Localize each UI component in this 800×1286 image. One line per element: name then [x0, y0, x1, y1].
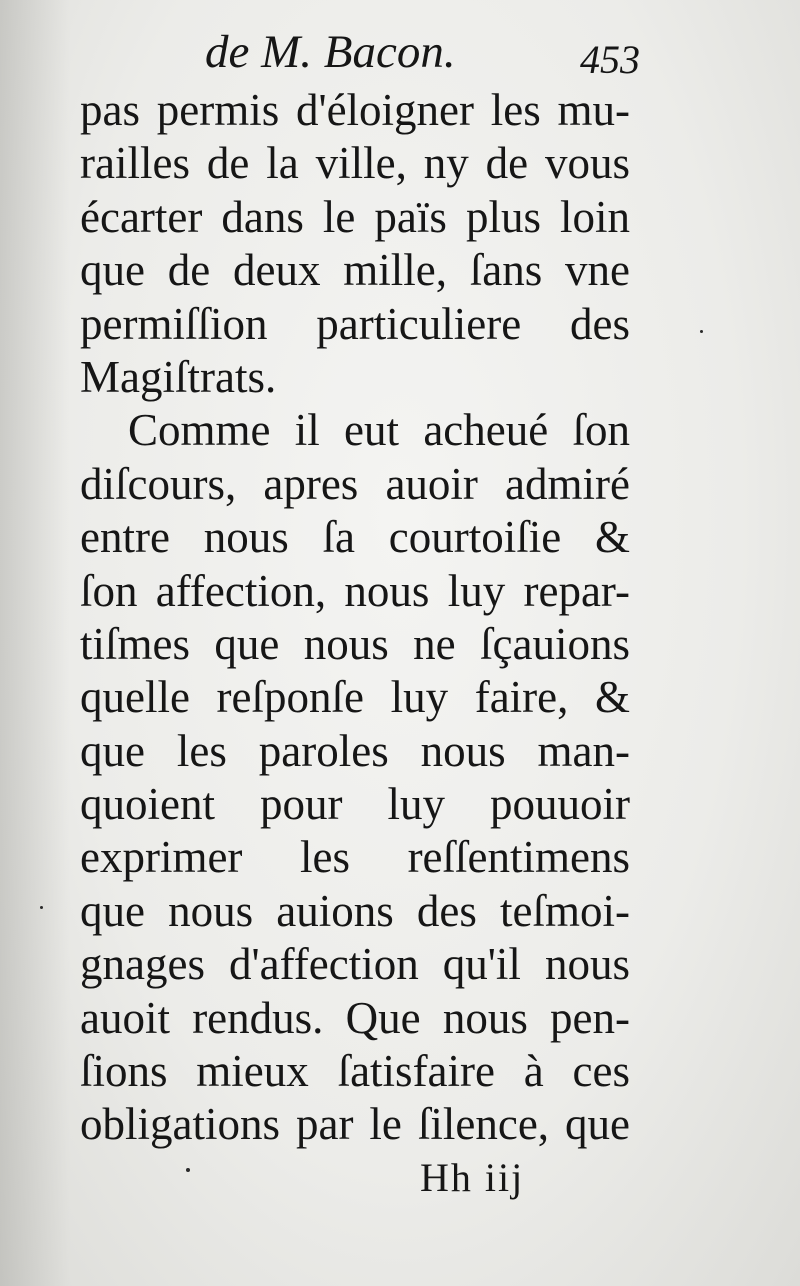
ink-spot — [186, 1168, 190, 1172]
text-line: gnages d'affection qu'il nous — [80, 939, 630, 990]
ink-spot — [40, 906, 43, 909]
text-line: que les paroles nous man- — [80, 725, 630, 776]
text-line: quelle reſponſe luy faire, & — [80, 672, 630, 723]
text-line: que nous auions des teſmoi- — [80, 885, 630, 936]
text-line: railles de la ville, ny de vous — [80, 138, 630, 189]
ink-spot — [700, 330, 703, 333]
running-head: de M. Bacon. — [205, 26, 456, 78]
text-line: exprimer les reſſentimens — [80, 832, 630, 883]
text-line: obligations par le ſilence, que — [80, 1099, 630, 1150]
text-line: écarter dans le païs plus loin — [80, 191, 630, 242]
text-line: Magiſtrats. — [80, 351, 277, 402]
text-line: tiſmes que nous ne ſçauions — [80, 618, 630, 669]
signature-mark: Hh iij — [420, 1155, 525, 1200]
text-line: pas permis d'éloigner les mu- — [80, 85, 630, 135]
text-line: entre nous ſa courtoiſie & — [80, 512, 630, 563]
page-number: 453 — [580, 37, 640, 82]
text-line: ſon affection, nous luy repar- — [80, 565, 630, 616]
text-line: diſcours, apres auoir admiré — [80, 458, 630, 509]
body-text — [80, 84, 630, 1152]
text-line: permiſſion particuliere des — [80, 298, 630, 349]
text-line: que de deux mille, ſans vne — [80, 245, 630, 296]
paragraph-first-line: Comme il eut acheué ſon — [128, 405, 630, 456]
page-header — [80, 22, 640, 82]
text-line: auoit rendus. Que nous pen- — [80, 992, 630, 1043]
text-line: quoient pour luy pouuoir — [80, 779, 630, 830]
page-edge-shadow — [0, 0, 70, 1286]
text-line: ſions mieux ſatisfaire à ces — [80, 1046, 630, 1097]
